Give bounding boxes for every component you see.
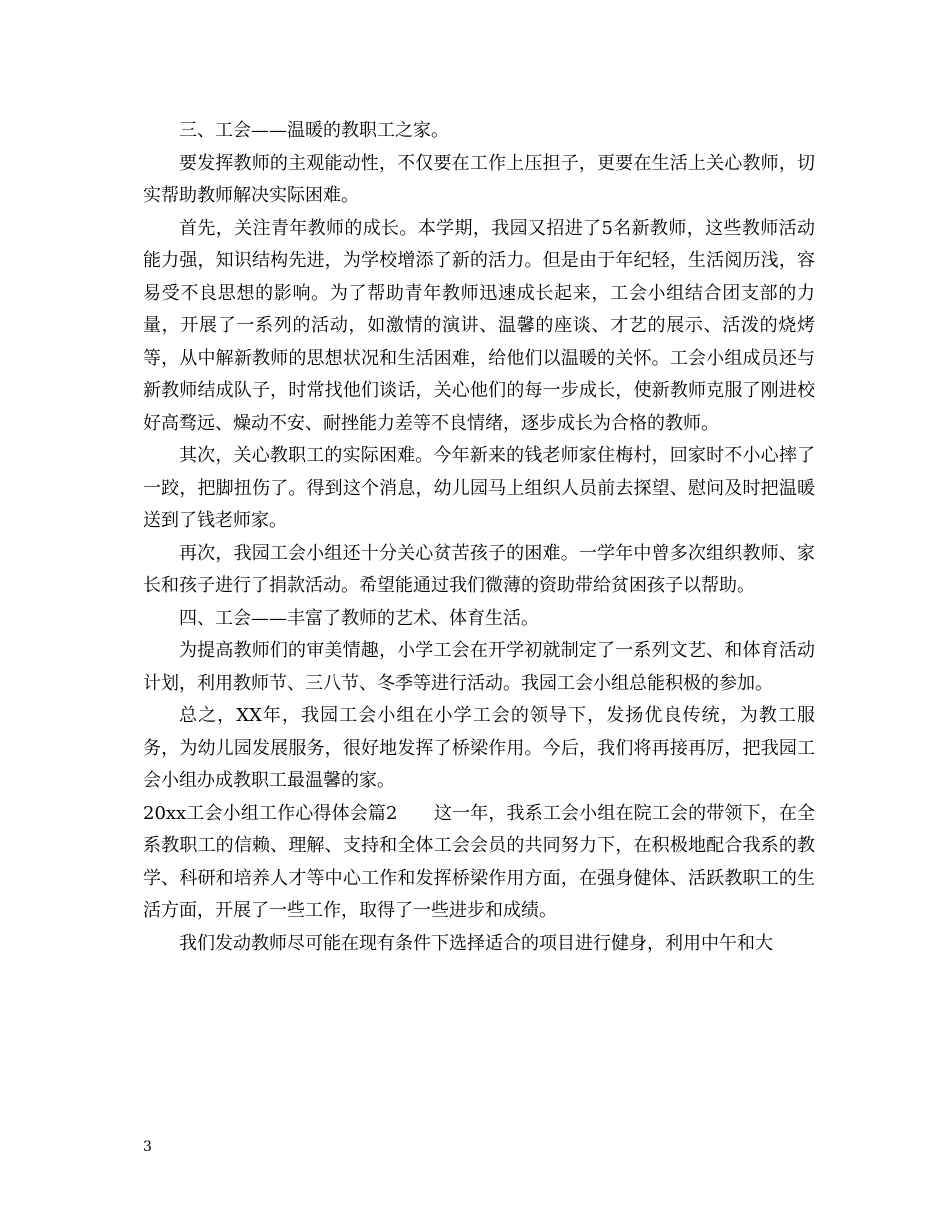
article-title-paragraph: 20xx工会小组工作心得体会篇2 这一年，我系工会小组在院工会的带领下，在全系教职工的信赖、理解、支持和全体工会会员的共同努力下，在积极地配合我系的教学、科研和培养人才等中心工作和发挥桥梁作用方面，在强身健体、活跃教职工的生活方面，开展了一些工作，取得了一些进步和成绩。 <box>143 802 815 921</box>
section-heading-4: 四、工会——丰富了教师的艺术、体育生活。 <box>179 607 539 629</box>
section-heading-3: 三、工会——温暖的教职工之家。 <box>179 120 449 141</box>
page-number: 3 <box>143 1139 152 1155</box>
paragraph: 再次，我园工会小组还十分关心贫苦孩子的困难。一学年中曾多次组织教师、家长和孩子进行了捐款活动。希望能通过我们微薄的资助带给贫困孩子以帮助。 <box>143 542 815 596</box>
paragraph: 要发挥教师的主观能动性，不仅要在工作上压担子，更要在生活上关心教师，切实帮助教师解决实际困难。 <box>143 152 815 206</box>
paragraph: 其次，关心教职工的实际困难。今年新来的钱老师家住梅村，回家时不小心摔了一跤，把脚扭伤了。得到这个消息，幼儿园马上组织人员前去探望、慰问及时把温暖送到了钱老师家。 <box>143 445 815 531</box>
paragraph: 首先，关注青年教师的成长。本学期，我园又招进了5名新教师，这些教师活动能力强，知识结构先进，为学校增添了新的活力。但是由于年纪轻，生活阅历浅，容易受不良思想的影响。为了帮助青年教师迅速成长起来，工会小组结合团支部的力量，开展了一系列的活动，如激情的演讲、温馨的座谈、才艺的展示、活泼的烧烤等，从中解新教师的思想状况和生活困难，给他们以温暖的关怀。工会小组成员还与新教师结成队子，时常找他们谈话，关心他们的每一步成长，使新教师克服了刚进校好高骛远、燥动不安、耐挫能力差等不良情绪，逐步成长为合格的教师。 <box>143 217 815 434</box>
document-body <box>143 115 815 960</box>
paragraph: 我们发动教师尽可能在现有条件下选择适合的项目进行健身，利用中午和大 <box>179 932 773 954</box>
paragraph: 总之，XX年，我园工会小组在小学工会的领导下，发扬优良传统，为教工服务，为幼儿园发展服务，很好地发挥了桥梁作用。今后，我们将再接再厉，把我园工会小组办成教职工最温馨的家。 <box>143 705 815 791</box>
paragraph: 为提高教师们的审美情趣，小学工会在开学初就制定了一系列文艺、和体育活动计划，利用教师节、三八节、冬季等进行活动。我园工会小组总能积极的参加。 <box>143 640 815 694</box>
